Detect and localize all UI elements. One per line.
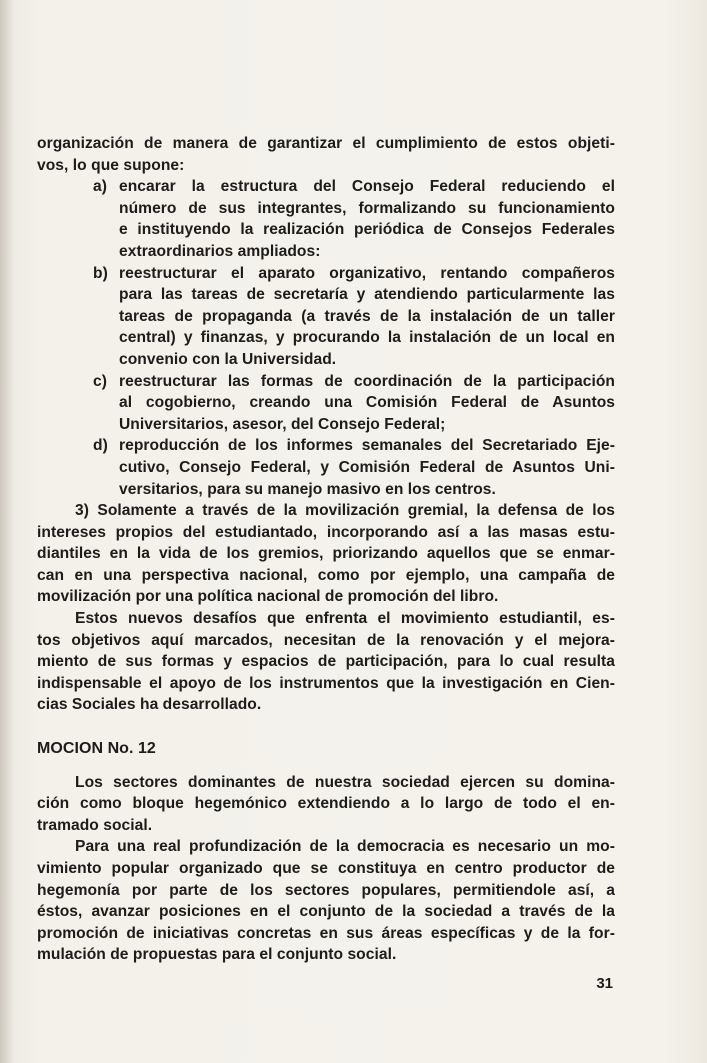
text-line: vimiento popular organizado que se constituya en centro productor de bbox=[37, 860, 615, 877]
text-line: central) y finanzas, y procurando la instalación de un local en bbox=[119, 329, 615, 347]
text-line: ción como bloque hegemónico extendiendo a lo largo de todo el en- bbox=[37, 795, 615, 813]
page-number: 31 bbox=[596, 975, 613, 992]
list-item-a bbox=[37, 176, 615, 262]
list-item-b bbox=[37, 263, 615, 371]
paragraph-continuation bbox=[37, 133, 615, 176]
text-line: e instituyendo la realización periódica de Consejos Federales bbox=[119, 221, 615, 239]
text-line: cias Sociales ha desarrollado. bbox=[37, 696, 262, 714]
text-line: cutivo, Consejo Federal, y Comisión Federal de Asuntos Uni- bbox=[119, 458, 615, 476]
text-line: intereses propios del estudiantado, incorporando así a las masas estu- bbox=[37, 523, 615, 541]
page-edge-shadow bbox=[0, 0, 14, 1063]
text-line: miento de sus formas y espacios de participación, para lo cual resulta bbox=[37, 653, 615, 671]
paragraph-dominant-sectors bbox=[37, 772, 615, 837]
text-line: para las tareas de secretaría y atendiendo particularmente las bbox=[119, 286, 615, 304]
text-line: promoción de iniciativas concretas en sus áreas específicas y de la for- bbox=[37, 924, 615, 942]
text-line: mulación de propuestas para el conjunto social. bbox=[37, 946, 397, 964]
paragraph-point-3 bbox=[37, 500, 615, 608]
text-line: tramado social. bbox=[37, 816, 153, 834]
text-line: organización de manera de garantizar el cumplimiento de estos objeti- bbox=[37, 135, 615, 152]
text-line: can en una perspectiva nacional, como por ejemplo, una campaña de bbox=[37, 566, 615, 584]
text-line: número de sus integrantes, formalizando su funcionamiento bbox=[119, 199, 615, 217]
paragraph-democracy bbox=[37, 836, 615, 966]
text-line: al cogobierno, creando una Comisión Federal de Asuntos bbox=[119, 394, 615, 412]
text-line: extraordinarios ampliados: bbox=[119, 242, 321, 260]
text-line: tos objetivos aquí marcados, necesitan de la renovación y el mejora- bbox=[37, 631, 615, 649]
text-line: d) reproducción de los informes semanales del Secretariado Eje- bbox=[37, 435, 615, 457]
text-line: c) reestructurar las formas de coordinación de la participación bbox=[37, 371, 615, 393]
text-line: Para una real profundización de la democracia es necesario un mo- bbox=[75, 838, 615, 856]
text-line: éstos, avanzar posiciones en el conjunto de la sociedad a través de la bbox=[37, 903, 615, 921]
text-line: vos, lo que supone: bbox=[37, 156, 185, 174]
list-marker: c) bbox=[93, 372, 107, 390]
text-line: a) encarar la estructura del Consejo Federal reduciendo el bbox=[37, 176, 615, 198]
text-line: hegemonía por parte de los sectores populares, permitiendole así, a bbox=[37, 881, 615, 899]
text-line: Universitarios, asesor, del Consejo Federal; bbox=[119, 415, 446, 433]
page-body bbox=[37, 133, 615, 966]
text-line: b) reestructurar el aparato organizativo, rentando compañeros bbox=[37, 263, 615, 285]
text-line: indispensable el apoyo de los instrumentos que la investigación en Cien- bbox=[37, 674, 615, 692]
list-marker: d) bbox=[93, 437, 108, 455]
list-marker: b) bbox=[93, 264, 108, 282]
list-marker: a) bbox=[93, 178, 107, 196]
section-heading: MOCION No. 12 bbox=[37, 740, 156, 758]
paragraph-new-challenges bbox=[37, 608, 615, 716]
text-line: 3) Solamente a través de la movilización gremial, la defensa de los bbox=[75, 502, 615, 520]
text-line: movilización por una política nacional de promoción del libro. bbox=[37, 588, 499, 606]
text-line: Estos nuevos desafíos que enfrenta el movimiento estudiantil, es- bbox=[75, 610, 615, 628]
text-line: diantiles en la vida de los gremios, priorizando aquellos que se enmar- bbox=[37, 545, 615, 563]
list-item-d bbox=[37, 435, 615, 500]
text-line: versitarios, para su manejo masivo en los centros. bbox=[119, 480, 496, 498]
text-line: convenio con la Universidad. bbox=[119, 350, 337, 368]
text-line: Los sectores dominantes de nuestra sociedad ejercen su domina- bbox=[75, 773, 615, 791]
text-line: tareas de propaganda (a través de la instalación de un taller bbox=[119, 307, 615, 325]
list-item-c bbox=[37, 371, 615, 436]
